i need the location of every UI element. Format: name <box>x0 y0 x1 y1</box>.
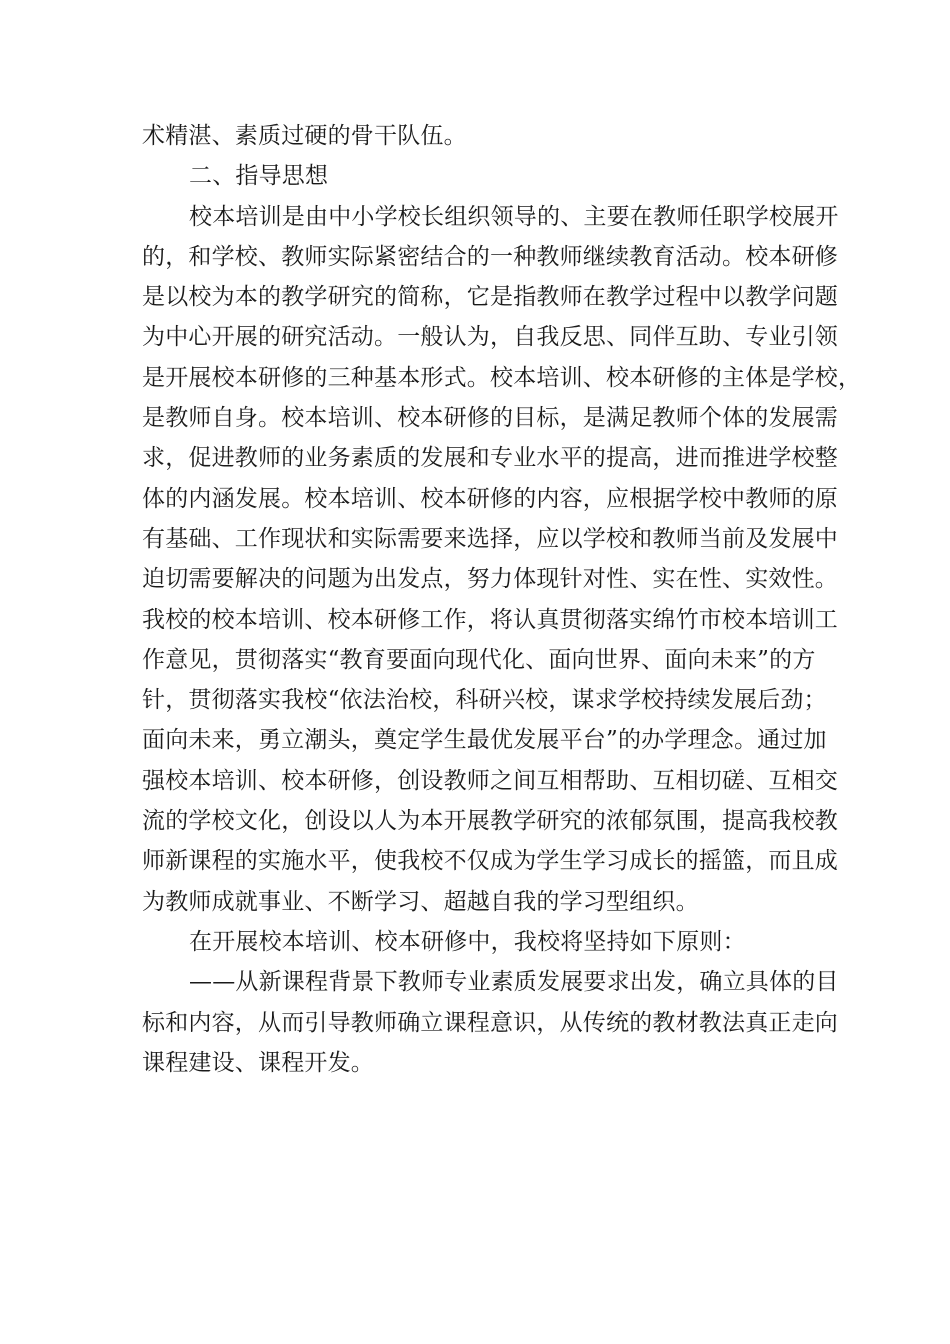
text-line: 流的学校文化，创设以人为本开展教学研究的浓郁氛围，提高我校教 <box>142 808 838 835</box>
text-line: 二、指导思想 <box>189 163 329 190</box>
text-line: 是开展校本研修的三种基本形式。校本培训、校本研修的主体是学校， <box>142 364 862 391</box>
text-line: ——从新课程背景下教师专业素质发展要求出发，确立具体的目 <box>189 969 839 996</box>
text-line: 为中心开展的研究活动。一般认为，自我反思、同伴互助、专业引领 <box>142 324 838 351</box>
text-line: 在开展校本培训、校本研修中，我校将坚持如下原则： <box>189 928 746 955</box>
text-line: 师新课程的实施水平，使我校不仅成为学生学习成长的摇篮，而且成 <box>142 848 838 875</box>
text-line: 课程建设、课程开发。 <box>142 1049 374 1076</box>
text-line: 作意见，贯彻落实“教育要面向现代化、面向世界、面向未来”的方 <box>142 646 816 673</box>
text-line: 我校的校本培训、校本研修工作，将认真贯彻落实绵竹市校本培训工 <box>142 606 838 633</box>
text-line: 面向未来，勇立潮头，奠定学生最优发展平台”的办学理念。通过加 <box>142 727 827 754</box>
text-line: 是以校为本的教学研究的简称，它是指教师在教学过程中以教学问题 <box>142 284 838 311</box>
text-line: 是教师自身。校本培训、校本研修的目标，是满足教师个体的发展需 <box>142 405 838 432</box>
text-line: 针，贯彻落实我校“依法治校，科研兴校，谋求学校持续发展后劲； <box>142 687 827 714</box>
text-line: 有基础、工作现状和实际需要来选择，应以学校和教师当前及发展中 <box>142 525 838 552</box>
text-line: 的，和学校、教师实际紧密结合的一种教师继续教育活动。校本研修 <box>142 243 838 270</box>
text-line: 求，促进教师的业务素质的发展和专业水平的提高，进而推进学校整 <box>142 445 838 472</box>
document-page <box>142 116 862 1083</box>
text-line: 标和内容，从而引导教师确立课程意识，从传统的教材教法真正走向 <box>142 1009 838 1036</box>
text-line: 体的内涵发展。校本培训、校本研修的内容，应根据学校中教师的原 <box>142 485 838 512</box>
text-line: 强校本培训、校本研修，创设教师之间互相帮助、互相切磋、互相交 <box>142 767 838 794</box>
text-line: 迫切需要解决的问题为出发点，努力体现针对性、实在性、实效性。 <box>142 566 838 593</box>
text-line: 为教师成就事业、不断学习、超越自我的学习型组织。 <box>142 888 699 915</box>
text-line: 术精湛、素质过硬的骨干队伍。 <box>142 123 467 149</box>
text-line: 校本培训是由中小学校长组织领导的、主要在教师任职学校展开 <box>189 203 839 230</box>
